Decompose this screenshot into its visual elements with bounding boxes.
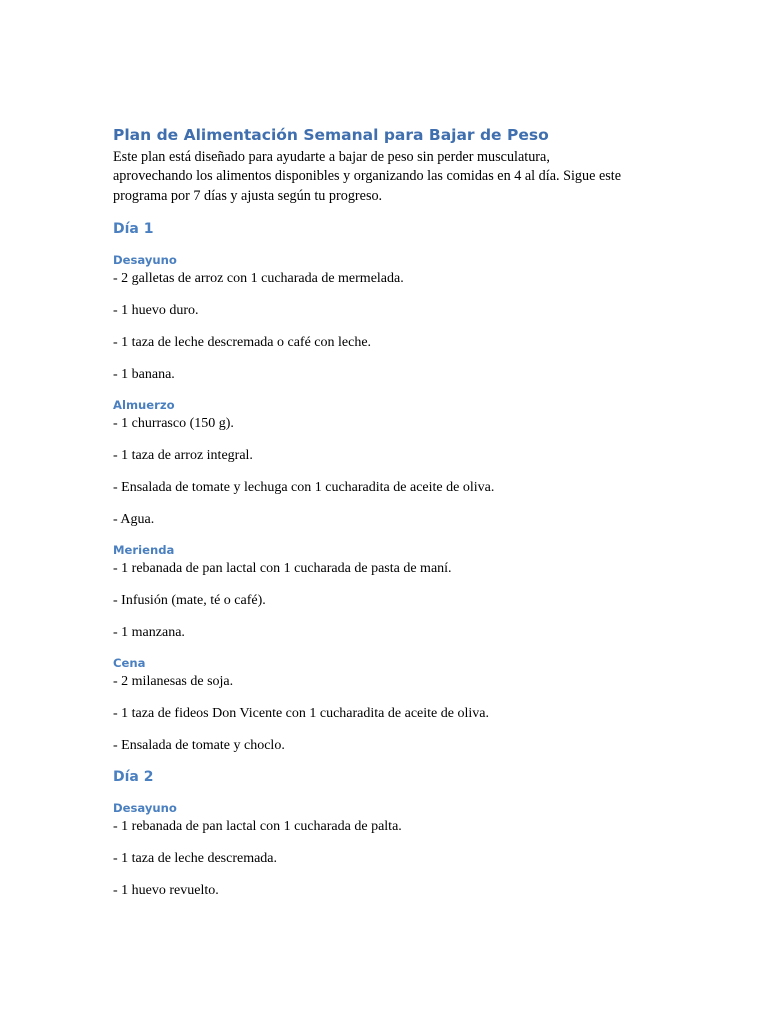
meal-section: [113, 655, 673, 755]
meal-item: - 2 galletas de arroz con 1 cucharada de mermelada.: [113, 270, 404, 286]
meal-item: - 1 taza de fideos Don Vicente con 1 cucharadita de aceite de oliva.: [113, 705, 489, 721]
meal-item: - 1 taza de leche descremada o café con leche.: [113, 334, 372, 350]
day-section: [113, 220, 673, 755]
meal-item: - 1 rebanada de pan lactal con 1 cucharada de pasta de maní.: [113, 560, 452, 576]
meal-item: - Infusión (mate, té o café).: [113, 592, 266, 608]
meal-title: Almuerzo: [113, 397, 175, 412]
intro-line: Este plan está diseñado para ayudarte a bajar de peso sin perder musculatura,: [113, 149, 550, 165]
day-section: [113, 768, 673, 900]
intro-line: aprovechando los alimentos disponibles y organizando las comidas en 4 al día. Sigue este: [113, 168, 622, 185]
meal-item: - Ensalada de tomate y lechuga con 1 cucharadita de aceite de oliva.: [113, 479, 495, 495]
meal-section: [113, 800, 673, 900]
meal-title: Cena: [113, 655, 146, 670]
meal-item: - 1 huevo revuelto.: [113, 882, 219, 898]
meal-item: - 1 huevo duro.: [113, 302, 199, 318]
meal-item: - 1 taza de leche descremada.: [113, 850, 278, 866]
meal-title: Merienda: [113, 542, 175, 557]
meal-title: Desayuno: [113, 800, 177, 815]
meal-item: - Agua.: [113, 511, 155, 527]
intro-paragraph: [113, 148, 673, 206]
meal-item: - 1 taza de arroz integral.: [113, 447, 253, 463]
intro-line: programa por 7 días y ajusta según tu progreso.: [113, 187, 383, 204]
meal-item: - 1 banana.: [113, 366, 175, 382]
day-title: Día 1: [113, 220, 154, 237]
meal-title: Desayuno: [113, 252, 177, 267]
document-page: [113, 124, 673, 913]
meal-item: - 2 milanesas de soja.: [113, 673, 234, 689]
document-title: Plan de Alimentación Semanal para Bajar de Peso: [113, 126, 549, 144]
meal-section: [113, 397, 673, 529]
meal-item: - 1 churrasco (150 g).: [113, 415, 234, 431]
meal-item: - 1 rebanada de pan lactal con 1 cucharada de palta.: [113, 818, 402, 834]
meal-section: [113, 542, 673, 642]
day-title: Día 2: [113, 768, 154, 785]
meal-item: - Ensalada de tomate y choclo.: [113, 737, 285, 753]
meal-section: [113, 252, 673, 384]
meal-item: - 1 manzana.: [113, 624, 185, 640]
